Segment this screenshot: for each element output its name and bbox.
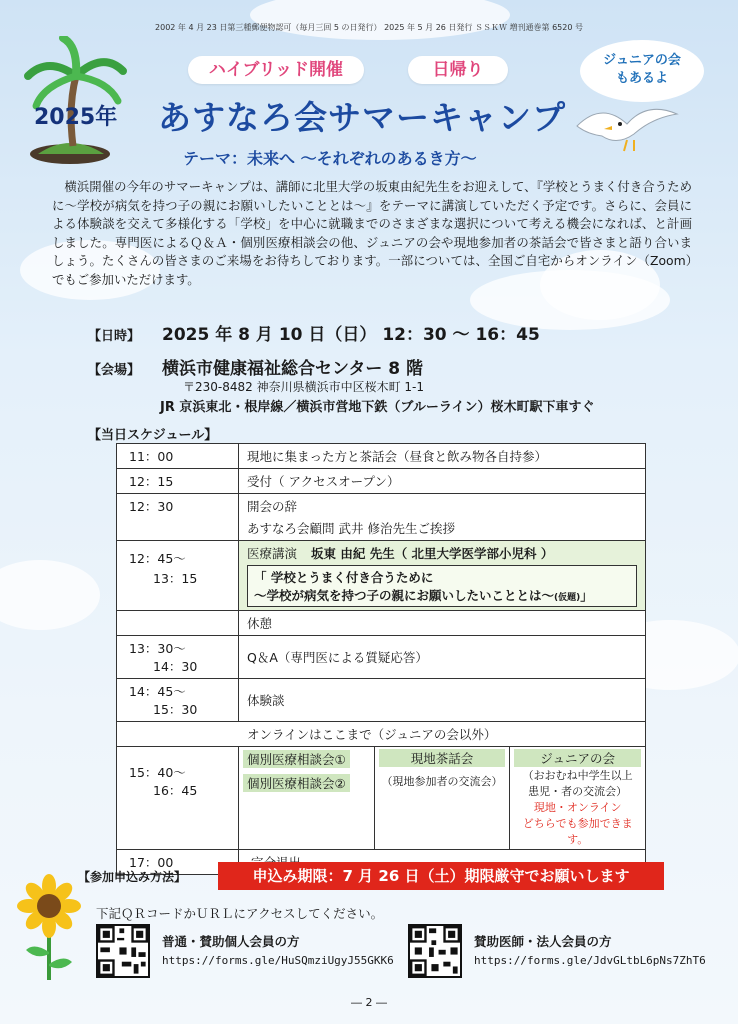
event-cell: 体験談: [239, 679, 646, 722]
postal-header-note: 2002 年 4 月 23 日第三種郵便物認可（毎月三回 5 の日発行） 2025 年 5 月 26 日発行 ＳＳＫＷ 増刊通巻第 6520 号: [155, 23, 583, 32]
event-cell: [239, 747, 646, 850]
date-label: 【日時】: [88, 329, 141, 344]
opening-text: 開会の辞: [247, 499, 298, 514]
junior-title: ジュニアの会: [514, 749, 641, 767]
junior-bubble-line2: もあるよ: [615, 71, 668, 86]
time-end: 15：30: [153, 702, 198, 717]
table-row: [117, 747, 646, 850]
lecture-speaker: 坂東 由紀 先生（ 北里大学医学部小児科 ）: [311, 546, 554, 561]
time-cell: 11：00: [117, 444, 239, 469]
qr1-url-link[interactable]: https://forms.gle/HuSQmziUgyJ55GKK6: [162, 954, 394, 967]
online-note-cell: オンラインはここまで（ジュニアの会以外）: [117, 722, 646, 747]
time-cell: [117, 611, 239, 636]
table-row: [117, 444, 646, 469]
hybrid-tag: ハイブリッド開催: [188, 56, 364, 84]
cloud: [250, 0, 510, 40]
time-cell: 12：30: [117, 494, 239, 541]
time-end: 16：45: [153, 783, 198, 798]
parallel-sessions: [239, 747, 645, 849]
table-row: [117, 679, 646, 722]
cloud: [0, 560, 100, 630]
page-title: あすなろ会サマーキャンプ: [158, 98, 566, 137]
lecture-title-2: 〜学校が病気を持つ子の親にお願いしたいこととは〜(仮題)」: [254, 588, 593, 603]
junior-column: [509, 747, 645, 849]
venue-access: JR 京浜東北・根岸線／横浜市営地下鉄（ブルーライン）桜木町駅下車すぐ: [160, 400, 595, 415]
consultation-column: [239, 747, 374, 849]
venue-name: 横浜市健康福祉総合センター 8 階: [162, 359, 424, 379]
time-cell: [117, 636, 239, 679]
event-cell: Q＆A（専門医による質疑応答）: [239, 636, 646, 679]
event-cell: 受付（ アクセスオープン）: [239, 469, 646, 494]
table-row: [117, 722, 646, 747]
junior-text-2: 患児・者の交流会）: [528, 785, 628, 798]
time-cell: 12：15: [117, 469, 239, 494]
event-cell: 現地に集まった方と茶話会（昼食と飲み物各自持参）: [239, 444, 646, 469]
lecture-title-box: [247, 565, 637, 607]
lecture-title-2-text: 〜学校が病気を持つ子の親にお願いしたいこととは〜: [254, 588, 555, 603]
time-cell: [117, 541, 239, 611]
table-row: [117, 636, 646, 679]
venue-address: 〒230-8482 神奈川県横浜市中区桜木町 1-1: [183, 380, 425, 394]
tea-party-text: （現地参加者の交流会）: [381, 775, 503, 788]
venue-label: 【会場】: [88, 363, 141, 378]
table-row: [117, 494, 646, 541]
sunflower-icon: [14, 872, 84, 982]
date-value: 2025 年 8 月 10 日（日） 12：30 〜 16：45: [162, 325, 540, 345]
consultation-1: 個別医療相談会①: [243, 750, 350, 768]
page-number: ― 2 ―: [351, 996, 387, 1009]
greeting-text: あすなろ会顧問 武井 修治先生ご挨拶: [247, 521, 455, 536]
event-cell: [239, 494, 646, 541]
schedule-label: 【当日スケジュール】: [88, 428, 218, 443]
table-row: [117, 611, 646, 636]
time-end: 13：15: [153, 571, 198, 586]
time-start: 13：30〜: [129, 641, 186, 656]
table-row: [117, 469, 646, 494]
junior-text-1: （おおむね中学生以上: [522, 769, 633, 782]
tea-party-title: 現地茶話会: [379, 749, 506, 767]
event-cell: [239, 541, 646, 611]
junior-note-2: どちらでも参加できます。: [522, 817, 633, 846]
seagull-icon: [572, 96, 682, 158]
time-cell: [117, 679, 239, 722]
junior-bubble-line1: ジュニアの会: [603, 53, 681, 68]
consultation-2: 個別医療相談会②: [243, 774, 350, 792]
theme-line: テーマ：未来へ 〜それぞれのあるき方〜: [183, 149, 477, 168]
event-cell: 休憩: [239, 611, 646, 636]
time-cell: 17：00: [117, 850, 239, 875]
table-row: [117, 541, 646, 611]
tea-party-column: [374, 747, 510, 849]
deadline-banner: 申込み期限：7 月 26 日（土）期限厳守でお願いします: [218, 862, 664, 890]
time-start: 14：45〜: [129, 684, 186, 699]
lecture-title-1: 「 学校とうまく付き合うために: [254, 570, 434, 585]
junior-bubble: [580, 40, 704, 102]
qr2-label: 賛助医師・法人会員の方: [474, 934, 612, 949]
time-cell: [117, 747, 239, 850]
time-end: 14：30: [153, 659, 198, 674]
year-label: 2025年: [34, 105, 118, 130]
lecture-header: [247, 544, 637, 562]
intro-paragraph: 横浜開催の今年のサマーキャンプは、講師に北里大学の坂東由紀先生をお迎えして、『学校とうまく付き合うために〜学校が病気を持つ子の親にお願いしたいこととは〜』をテーマに講演していただく予定です。さらに、会員による体験談を交えて多様化する「学校」を中心に就職までのさまざまな選択について考える機会になれば、と計画しました。専門医によるＱ＆Ａ・個別医療相談会の他、ジュニアの会や現地参加者の茶話会で皆さまと語り合いましょう。たくさんの皆さまのご来場をお待ちしております。一部については、全国ご自宅からオンライン（Zoom）でもご参加いただけます。: [52, 179, 692, 287]
schedule-table: [116, 443, 646, 875]
qr2-url-link[interactable]: https://forms.gle/JdvGLtbL6pNs7ZhT6: [474, 954, 706, 967]
apply-label: 【参加申込み方法】: [78, 870, 187, 884]
access-instruction: 下記ＱＲコードかＵＲＬにアクセスしてください。: [96, 906, 384, 921]
lecture-note: (仮題): [554, 593, 581, 603]
junior-note-1: 現地・オンライン: [533, 801, 622, 814]
time-start: 12：45〜: [129, 551, 186, 566]
qr-code-icon[interactable]: [96, 924, 150, 978]
time-start: 15：40〜: [129, 765, 186, 780]
qr1-label: 普通・賛助個人会員の方: [162, 934, 300, 949]
qr-code-icon[interactable]: [408, 924, 462, 978]
day-trip-tag: 日帰り: [408, 56, 508, 84]
lecture-label: 医療講演: [247, 546, 298, 561]
venue-line: [88, 354, 423, 379]
date-line: [88, 320, 540, 345]
